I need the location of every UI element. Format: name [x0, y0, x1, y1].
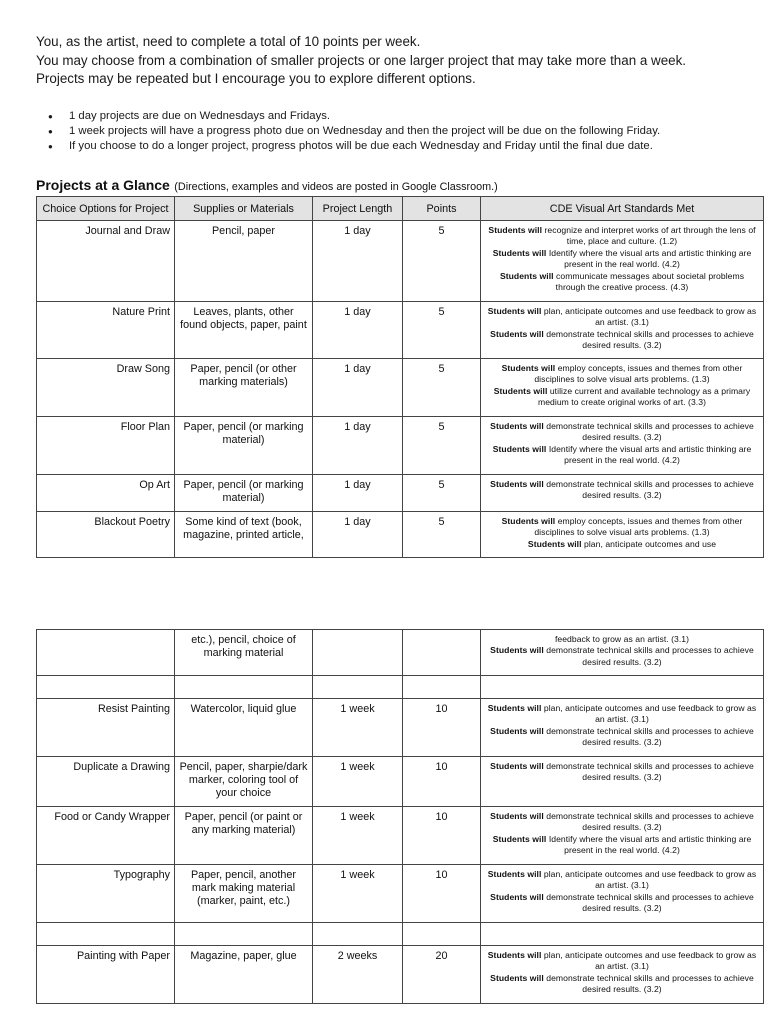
- points-cell: 10: [403, 699, 481, 757]
- project-name-cell: [37, 630, 175, 676]
- standard-item: [484, 329, 760, 352]
- points-cell: [403, 676, 481, 699]
- standard-item: [484, 811, 760, 834]
- due-date-list: [48, 109, 660, 154]
- points-cell: 5: [403, 475, 481, 512]
- table-row: [37, 757, 764, 807]
- projects-table-continued: [36, 629, 764, 1004]
- standard-item: [484, 363, 760, 386]
- supplies-cell: Paper, pencil (or other marking materials): [175, 359, 313, 417]
- list-item: ● 1 day projects are due on Wednesdays and Fridays.: [48, 109, 660, 124]
- standard-prefix: Students will: [487, 306, 542, 316]
- standard-prefix: Students will: [487, 869, 542, 879]
- standard-prefix: Students will: [492, 247, 547, 258]
- standard-text: Identify where the visual arts and artistic thinking are present in the real world. (4.2): [548, 443, 752, 466]
- standards-cell: [481, 946, 764, 1004]
- standard-text: demonstrate technical skills and processes to achieve desired results. (3.2): [546, 421, 754, 443]
- standard-prefix: Students will: [490, 725, 544, 736]
- standards-cell: [481, 221, 764, 302]
- standards-cell: [481, 512, 764, 558]
- standard-text: demonstrate technical skills and processes to achieve desired results. (3.2): [546, 645, 754, 667]
- length-cell: [313, 923, 403, 946]
- standard-text: demonstrate technical skills and processes to achieve desired results. (3.2): [546, 891, 754, 914]
- section-note: (Directions, examples and videos are posted in Google Classroom.): [174, 181, 498, 193]
- project-name-cell: Duplicate a Drawing: [37, 757, 175, 807]
- points-cell: [403, 630, 481, 676]
- standard-text: feedback to grow as an artist. (3.1): [554, 634, 690, 644]
- project-name-cell: Food or Candy Wrapper: [37, 807, 175, 865]
- points-cell: 5: [403, 302, 481, 359]
- table-row: [37, 946, 764, 1004]
- standard-item: [484, 421, 760, 444]
- table-row: [37, 359, 764, 417]
- supplies-cell: Pencil, paper: [175, 221, 313, 302]
- supplies-cell: Paper, pencil (or marking material): [175, 475, 313, 512]
- points-cell: 20: [403, 946, 481, 1004]
- table-row: [37, 807, 764, 865]
- table-row: [37, 475, 764, 512]
- standard-item: [484, 869, 760, 892]
- standard-prefix: Students will: [487, 950, 542, 960]
- table-row: [37, 302, 764, 359]
- column-header: Points: [403, 197, 481, 221]
- standard-text: demonstrate technical skills and processes to achieve desired results. (3.2): [546, 761, 754, 783]
- supplies-cell: Paper, pencil (or paint or any marking material): [175, 807, 313, 865]
- standards-cell: [481, 359, 764, 417]
- standard-text: demonstrate technical skills and processes to achieve desired results. (3.2): [546, 972, 754, 995]
- standard-prefix: Students will: [490, 811, 544, 821]
- project-name-cell: Journal and Draw: [37, 221, 175, 302]
- standard-prefix: Students will: [493, 385, 548, 396]
- standards-cell: [481, 757, 764, 807]
- projects-table: [36, 196, 764, 558]
- project-name-cell: Blackout Poetry: [37, 512, 175, 558]
- standard-item: [484, 834, 760, 857]
- length-cell: 1 week: [313, 699, 403, 757]
- standards-cell: [481, 302, 764, 359]
- length-cell: 1 week: [313, 865, 403, 923]
- supplies-cell: Paper, pencil, another mark making material (marker, paint, etc.): [175, 865, 313, 923]
- column-header: Project Length: [313, 197, 403, 221]
- table-row: [37, 630, 764, 676]
- length-cell: 1 day: [313, 359, 403, 417]
- standard-prefix: Students will: [490, 421, 544, 431]
- points-cell: [403, 923, 481, 946]
- column-header: Supplies or Materials: [175, 197, 313, 221]
- standards-cell: [481, 923, 764, 946]
- standard-item: [484, 950, 760, 973]
- length-cell: 1 day: [313, 512, 403, 558]
- points-cell: 10: [403, 807, 481, 865]
- standard-item: [484, 271, 760, 294]
- standard-prefix: Students will: [488, 225, 543, 235]
- table-row: [37, 923, 764, 946]
- list-item: ● 1 week projects will have a progress photo due on Wednesday and then the project will be due on the following Friday.: [48, 124, 660, 139]
- standard-text: plan, anticipate outcomes and use feedback to grow as an artist. (3.1): [543, 306, 757, 328]
- standard-item: [484, 973, 760, 996]
- length-cell: 2 weeks: [313, 946, 403, 1004]
- standards-cell: [481, 676, 764, 699]
- section-heading: [36, 177, 498, 195]
- standard-prefix: Students will: [499, 270, 554, 281]
- points-cell: 5: [403, 417, 481, 475]
- supplies-cell: [175, 676, 313, 699]
- standard-item: [484, 761, 760, 784]
- length-cell: [313, 630, 403, 676]
- standard-prefix: Students will: [501, 516, 556, 526]
- standard-prefix: Students will: [490, 972, 544, 983]
- standard-prefix: Students will: [490, 328, 544, 339]
- table-row: [37, 676, 764, 699]
- standard-text: employ concepts, issues and themes from other disciplines to solve visual arts problems. (1.3): [534, 363, 743, 385]
- length-cell: [313, 676, 403, 699]
- standard-text: communicate messages about societal problems through the creative process. (4.3): [555, 270, 745, 293]
- standard-text: demonstrate technical skills and processes to achieve desired results. (3.2): [546, 479, 754, 501]
- supplies-cell: Leaves, plants, other found objects, paper, paint: [175, 302, 313, 359]
- standards-cell: [481, 630, 764, 676]
- supplies-cell: [175, 923, 313, 946]
- standard-prefix: Students will: [527, 538, 582, 549]
- standards-cell: [481, 807, 764, 865]
- standard-item: [484, 703, 760, 726]
- project-name-cell: Typography: [37, 865, 175, 923]
- project-name-cell: Draw Song: [37, 359, 175, 417]
- project-name-cell: [37, 676, 175, 699]
- project-name-cell: [37, 923, 175, 946]
- supplies-cell: Some kind of text (book, magazine, printed article,: [175, 512, 313, 558]
- project-name-cell: Op Art: [37, 475, 175, 512]
- length-cell: 1 day: [313, 417, 403, 475]
- standards-cell: [481, 865, 764, 923]
- standard-item: [484, 516, 760, 539]
- length-cell: 1 week: [313, 807, 403, 865]
- standard-text: utilize current and available technology as a primary medium to create original works of art. (3.3): [538, 385, 751, 408]
- standard-item: [484, 726, 760, 749]
- standard-item: [484, 539, 760, 550]
- points-cell: 5: [403, 512, 481, 558]
- standard-text: plan, anticipate outcomes and use: [584, 538, 717, 549]
- standard-text: Identify where the visual arts and artistic thinking are present in the real world. (4.2): [548, 247, 752, 270]
- section-title: Projects at a Glance: [36, 177, 170, 193]
- table-row: [37, 699, 764, 757]
- supplies-cell: etc.), pencil, choice of marking material: [175, 630, 313, 676]
- points-cell: 10: [403, 757, 481, 807]
- standard-prefix: Students will: [487, 703, 542, 713]
- standard-item: [484, 306, 760, 329]
- points-cell: 5: [403, 359, 481, 417]
- points-cell: 10: [403, 865, 481, 923]
- standards-cell: [481, 475, 764, 512]
- column-header: Choice Options for Project: [37, 197, 175, 221]
- project-name-cell: Floor Plan: [37, 417, 175, 475]
- standard-text: plan, anticipate outcomes and use feedback to grow as an artist. (3.1): [543, 703, 757, 725]
- standard-item: [484, 225, 760, 248]
- table-row: [37, 865, 764, 923]
- intro-paragraph: [36, 33, 736, 89]
- standards-cell: [481, 699, 764, 757]
- project-name-cell: Painting with Paper: [37, 946, 175, 1004]
- standard-item: [484, 479, 760, 502]
- standard-text: recognize and interpret works of art through the lens of time, place and culture. (1.2): [544, 225, 756, 247]
- supplies-cell: Watercolor, liquid glue: [175, 699, 313, 757]
- standard-item: [484, 444, 760, 467]
- table-header-row: [37, 197, 764, 221]
- table-row: [37, 512, 764, 558]
- standard-text: employ concepts, issues and themes from other disciplines to solve visual arts problems. (1.3): [534, 516, 743, 538]
- project-name-cell: Resist Painting: [37, 699, 175, 757]
- standard-text: demonstrate technical skills and processes to achieve desired results. (3.2): [546, 725, 754, 748]
- standard-text: plan, anticipate outcomes and use feedback to grow as an artist. (3.1): [543, 950, 757, 972]
- length-cell: 1 day: [313, 221, 403, 302]
- length-cell: 1 day: [313, 475, 403, 512]
- standard-text: demonstrate technical skills and processes to achieve desired results. (3.2): [546, 811, 754, 833]
- supplies-cell: Magazine, paper, glue: [175, 946, 313, 1004]
- length-cell: 1 day: [313, 302, 403, 359]
- list-item: ● If you choose to do a longer project, progress photos will be due each Wednesday and Friday until the final due date.: [48, 139, 660, 154]
- intro-line: Projects may be repeated but I encourage you to explore different options.: [36, 71, 476, 86]
- column-header: CDE Visual Art Standards Met: [481, 197, 764, 221]
- standard-prefix: Students will: [492, 443, 547, 454]
- table-row: [37, 221, 764, 302]
- project-name-cell: Nature Print: [37, 302, 175, 359]
- standard-prefix: Students will: [490, 645, 544, 656]
- length-cell: 1 week: [313, 757, 403, 807]
- standard-prefix: Students will: [490, 891, 544, 902]
- standards-cell: [481, 417, 764, 475]
- supplies-cell: Paper, pencil (or marking material): [175, 417, 313, 475]
- points-cell: 5: [403, 221, 481, 302]
- standard-prefix: Students will: [490, 761, 544, 771]
- standard-item: [484, 892, 760, 915]
- standard-prefix: Students will: [501, 363, 556, 373]
- standard-prefix: Students will: [490, 479, 544, 489]
- supplies-cell: Pencil, paper, sharpie/dark marker, coloring tool of your choice: [175, 757, 313, 807]
- standard-text: demonstrate technical skills and processes to achieve desired results. (3.2): [546, 328, 754, 351]
- standard-item: [484, 645, 760, 668]
- standard-text: Identify where the visual arts and artistic thinking are present in the real world. (4.2): [548, 833, 752, 856]
- intro-line: You, as the artist, need to complete a total of 10 points per week.: [36, 34, 421, 49]
- standard-prefix: Students will: [492, 833, 547, 844]
- intro-line: You may choose from a combination of smaller projects or one larger project that may take more than a week.: [36, 52, 687, 68]
- table-row: [37, 417, 764, 475]
- standard-text: plan, anticipate outcomes and use feedback to grow as an artist. (3.1): [543, 869, 757, 891]
- standard-item: [484, 386, 760, 409]
- standard-item: [484, 248, 760, 271]
